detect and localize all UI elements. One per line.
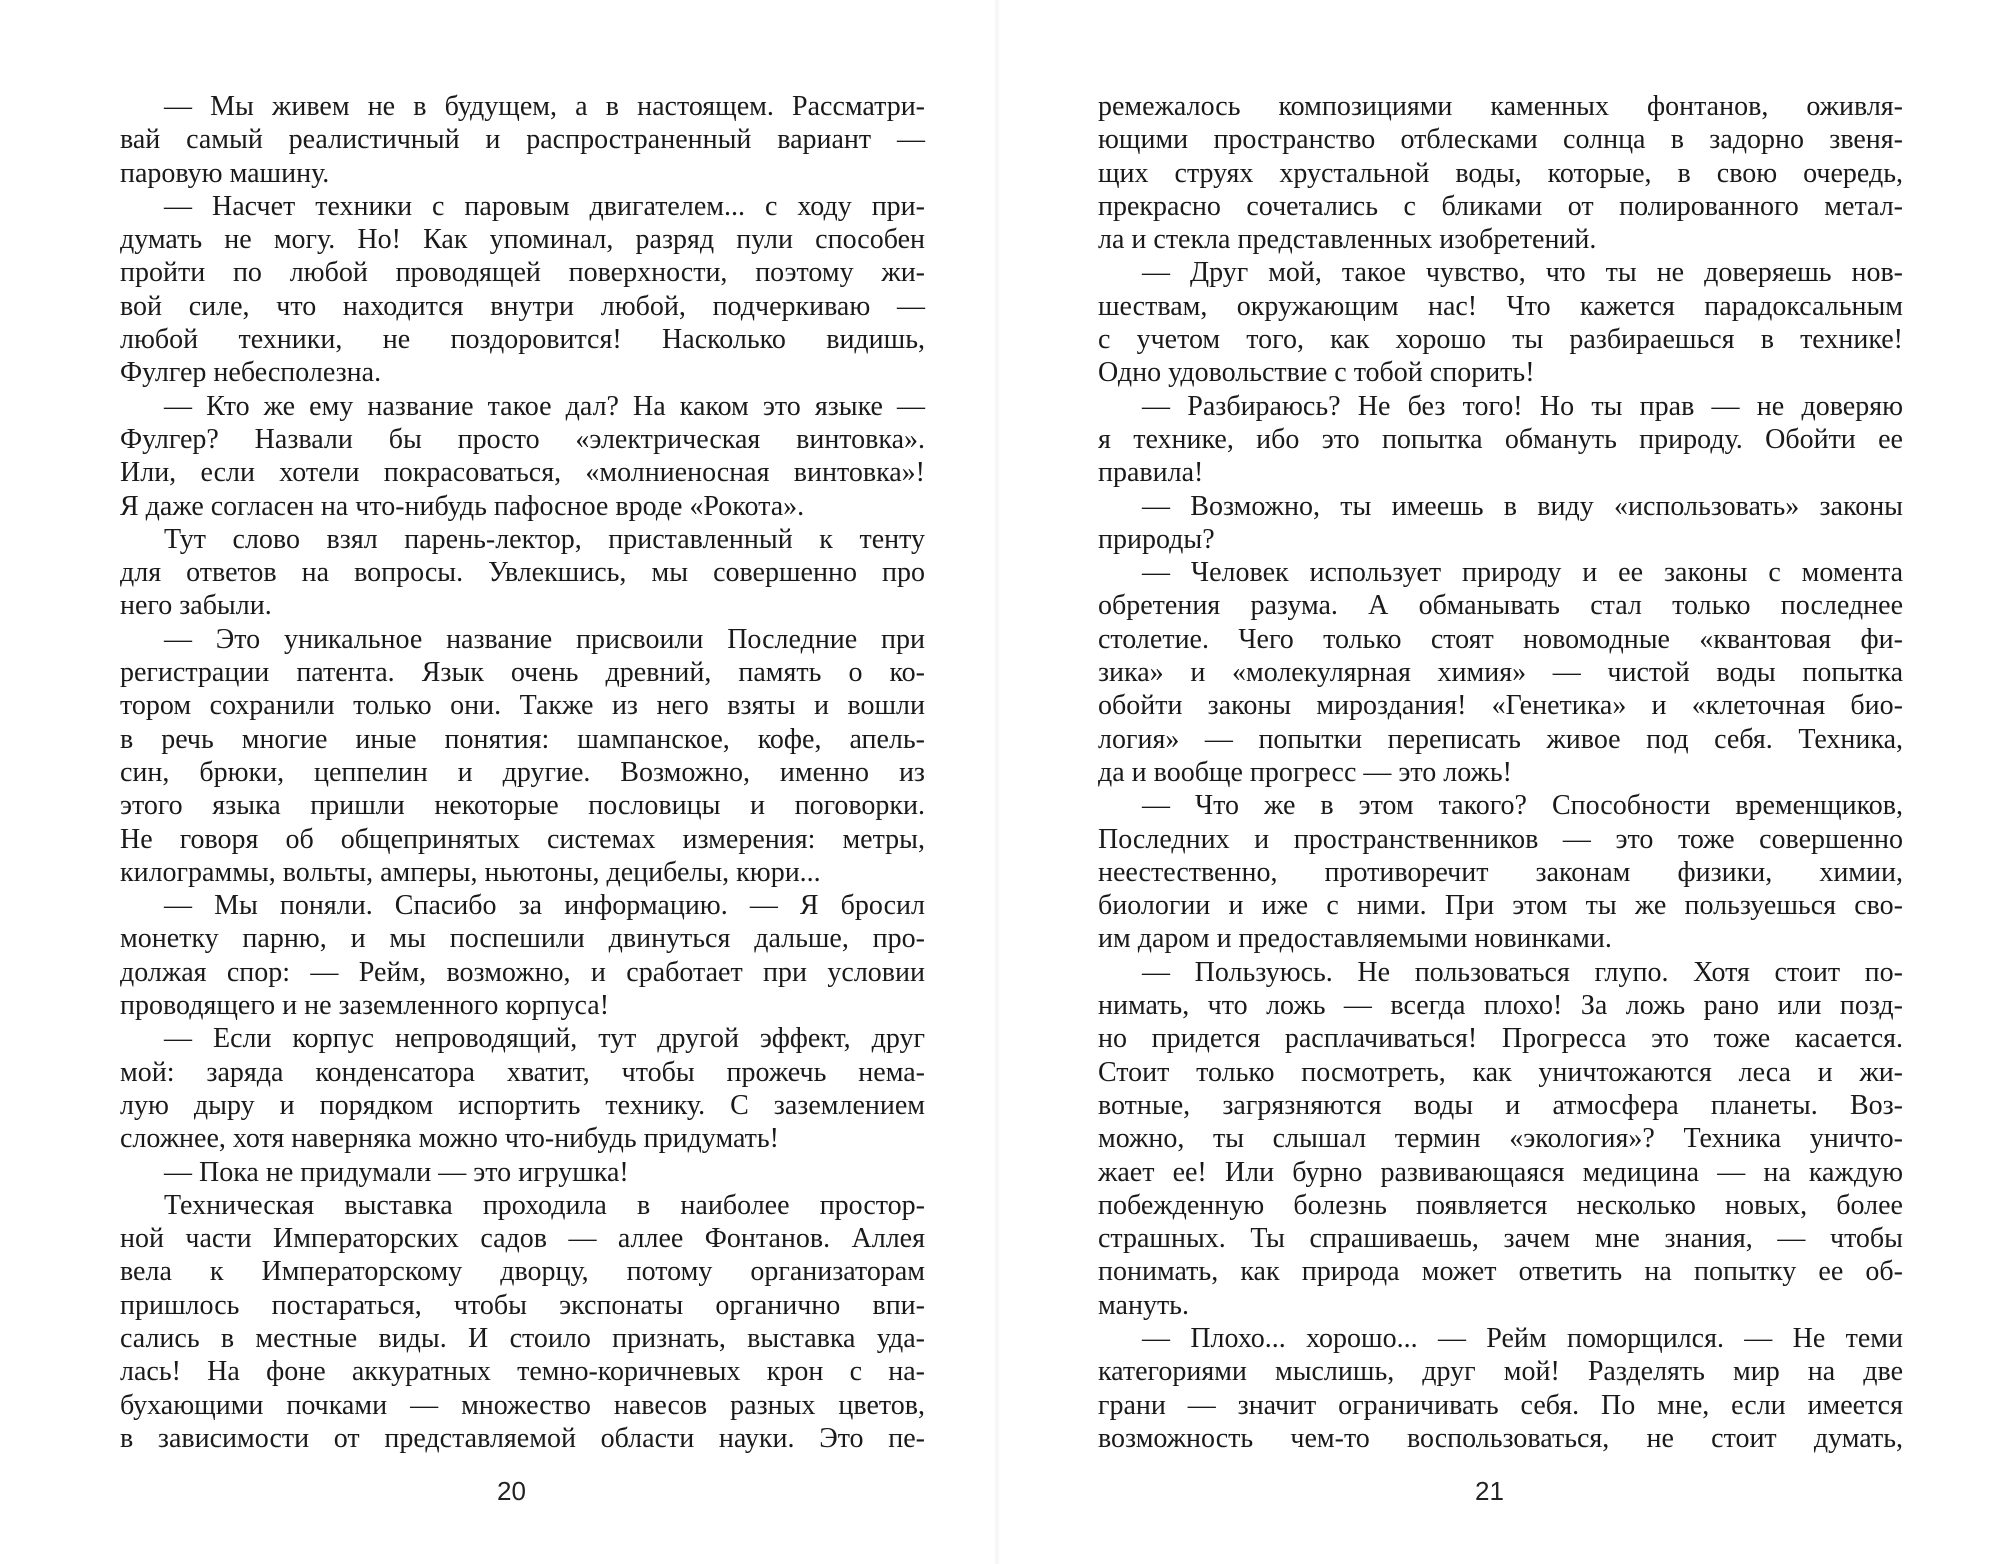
text-line: — Насчет техники с паровым двигателем... с ходу при-	[164, 190, 925, 222]
text-line: любой техники, не поздоровится! Насколько видишь,	[120, 324, 925, 356]
text-line: этого языка пришли некоторые пословицы и поговорки.	[120, 790, 925, 822]
text-line: сались в местные виды. И стоило признать, выставка уда-	[120, 1322, 925, 1354]
text-line: зика» и «молекулярная химия» — чистой воды попытка	[1098, 657, 1903, 689]
text-line: пришлось постараться, чтобы экспонаты органично впи-	[120, 1289, 925, 1321]
text-line: ла и стекла представленных изобретений.	[1098, 224, 1597, 256]
text-line: Я даже согласен на что-нибудь пафосное вроде «Рокота».	[120, 490, 805, 522]
text-line: — Разбираюсь? Не без того! Но ты прав — не доверяю	[1142, 390, 1903, 422]
text-line: Тут слово взял парень-лектор, приставленный к тенту	[164, 523, 925, 555]
text-line: — Пока не придумали — это игрушка!	[164, 1156, 629, 1188]
text-line: им даром и предоставляемыми новинками.	[1098, 923, 1612, 955]
text-line: с учетом того, как хорошо ты разбираешься в технике!	[1098, 324, 1903, 356]
text-line: паровую машину.	[120, 157, 330, 189]
text-line: столетие. Чего только стоят новомодные «квантовая фи-	[1098, 623, 1903, 655]
text-line: пройти по любой проводящей поверхности, поэтому жи-	[120, 257, 925, 289]
text-line: побежденную болезнь появляется несколько новых, более	[1098, 1189, 1903, 1221]
text-line: логия» — попытки переписать живое под себя. Техника,	[1098, 723, 1903, 755]
text-line: грани — значит ограничивать себя. По мне, если имеется	[1098, 1389, 1903, 1421]
text-line: сложнее, хотя наверняка можно что-нибудь придумать!	[120, 1123, 779, 1155]
page-gutter	[994, 0, 1000, 1564]
text-line: — Пользуюсь. Не пользоваться глупо. Хотя стоит по-	[1142, 956, 1903, 988]
text-line: — Что же в этом такого? Способности временщиков,	[1142, 790, 1903, 822]
text-line: неестественно, противоречит законам физики, химии,	[1098, 856, 1903, 888]
text-line: обретения разума. А обманывать стал только последнее	[1098, 590, 1903, 622]
text-line: — Это уникальное название присвоили Последние при	[164, 623, 925, 655]
text-line: но придется расплачиваться! Прогресса это тоже касается.	[1098, 1023, 1903, 1055]
text-line: можно, ты слышал термин «экология»? Техника уничто-	[1098, 1123, 1903, 1155]
text-line: Не говоря об общепринятых системах измерения: метры,	[120, 823, 925, 855]
text-line: него забыли.	[120, 590, 272, 622]
text-line: — Возможно, ты имеешь в виду «использовать» законы	[1142, 490, 1903, 522]
text-line: вой силе, что находится внутри любой, подчеркиваю —	[120, 290, 925, 322]
text-line: лую дыру и порядком испортить технику. С заземлением	[120, 1089, 925, 1121]
text-line: вай самый реалистичный и распространенный вариант —	[120, 124, 925, 156]
text-line: Или, если хотели покрасоваться, «молниеносная винтовка»!	[120, 457, 925, 489]
text-line: ной части Императорских садов — аллее Фонтанов. Аллея	[120, 1223, 925, 1255]
text-line: проводящего и не заземленного корпуса!	[120, 990, 610, 1022]
left-page-number: 20	[497, 1476, 526, 1506]
text-line: син, брюки, цеппелин и другие. Возможно, именно из	[120, 756, 925, 788]
text-line: возможность чем-то воспользоваться, не стоит думать,	[1098, 1422, 1903, 1454]
text-line: Техническая выставка проходила в наиболее простор-	[164, 1189, 925, 1221]
text-line: шествам, окружающим нас! Что кажется парадоксальным	[1098, 290, 1903, 322]
text-line: я технике, ибо это попытка обмануть природу. Обойти ее	[1098, 423, 1903, 455]
text-line: природы?	[1098, 523, 1215, 555]
text-line: монетку парню, и мы поспешили двинуться дальше, про-	[120, 923, 925, 955]
text-line: биологии и иже с ними. При этом ты же пользуешься сво-	[1098, 890, 1903, 922]
left-page	[120, 90, 925, 1455]
text-line: килограммы, вольты, амперы, ньютоны, децибелы, кюри...	[120, 856, 821, 888]
text-line: понимать, как природа может ответить на попытку ее об-	[1098, 1256, 1903, 1288]
text-line: прекрасно сочетались с бликами от полированного метал-	[1098, 190, 1903, 222]
text-line: категориями мыслишь, друг мой! Разделять мир на две	[1098, 1356, 1903, 1388]
text-line: правила!	[1098, 457, 1204, 489]
text-line: думать не могу. Но! Как упоминал, разряд пули способен	[120, 224, 925, 256]
text-line: вотные, загрязняются воды и атмосфера планеты. Воз-	[1098, 1089, 1903, 1121]
text-line: бухающими почками — множество навесов разных цветов,	[120, 1389, 925, 1421]
text-line: тором сохранили только они. Также из него взяты и вошли	[120, 690, 925, 722]
text-line: — Если корпус непроводящий, тут другой эффект, друг	[164, 1023, 925, 1055]
text-line: жает ее! Или бурно развивающаяся медицина — на каждую	[1098, 1156, 1903, 1188]
text-line: — Мы живем не в будущем, а в настоящем. Рассматри-	[164, 91, 925, 122]
text-line: — Человек использует природу и ее законы с момента	[1142, 557, 1903, 589]
text-line: — Плохо... хорошо... — Рейм поморщился. — Не теми	[1142, 1322, 1903, 1354]
text-line: — Мы поняли. Спасибо за информацию. — Я бросил	[164, 890, 925, 922]
text-line: для ответов на вопросы. Увлекшись, мы совершенно про	[120, 557, 925, 589]
text-line: вела к Императорскому дворцу, потому организаторам	[120, 1256, 925, 1288]
text-line: — Друг мой, такое чувство, что ты не доверяешь нов-	[1142, 257, 1903, 289]
text-line: мануть.	[1098, 1289, 1189, 1321]
text-line: ремежалось композициями каменных фонтанов, оживля-	[1098, 91, 1903, 122]
text-line: регистрации патента. Язык очень древний, память о ко-	[120, 657, 925, 689]
text-line: Стоит только посмотреть, как уничтожаются леса и жи-	[1098, 1056, 1903, 1088]
text-line: мой: заряда конденсатора хватит, чтобы прожечь нема-	[120, 1056, 925, 1088]
text-line: в речь многие иные понятия: шампанское, кофе, апель-	[120, 723, 925, 755]
text-line: должая спор: — Рейм, возможно, и сработает при условии	[120, 956, 925, 988]
text-line: Последних и пространственников — это тоже совершенно	[1098, 823, 1903, 855]
text-line: Фулгер небесполезна.	[120, 357, 382, 389]
text-line: Одно удовольствие с тобой спорить!	[1098, 357, 1535, 389]
text-line: обойти законы мироздания! «Генетика» и «клеточная био-	[1098, 690, 1903, 722]
text-line: Фулгер? Назвали бы просто «электрическая винтовка».	[120, 423, 925, 455]
text-line: страшных. Ты спрашиваешь, зачем мне знания, — чтобы	[1098, 1223, 1903, 1255]
text-line: да и вообще прогресс — это ложь!	[1098, 756, 1512, 788]
text-line: — Кто же ему название такое дал? На каком это языке —	[164, 390, 925, 422]
text-line: щих струях хрустальной воды, которые, в свою очередь,	[1098, 157, 1903, 189]
right-page	[1098, 90, 1903, 1455]
text-line: ющими пространство отблесками солнца в задорно звеня-	[1098, 124, 1903, 156]
text-line: лась! На фоне аккуратных темно-коричневых крон с на-	[120, 1356, 925, 1388]
right-page-number: 21	[1475, 1476, 1504, 1506]
text-line: в зависимости от представляемой области науки. Это пе-	[120, 1422, 925, 1454]
text-line: нимать, что ложь — всегда плохо! За ложь рано или позд-	[1098, 990, 1903, 1022]
